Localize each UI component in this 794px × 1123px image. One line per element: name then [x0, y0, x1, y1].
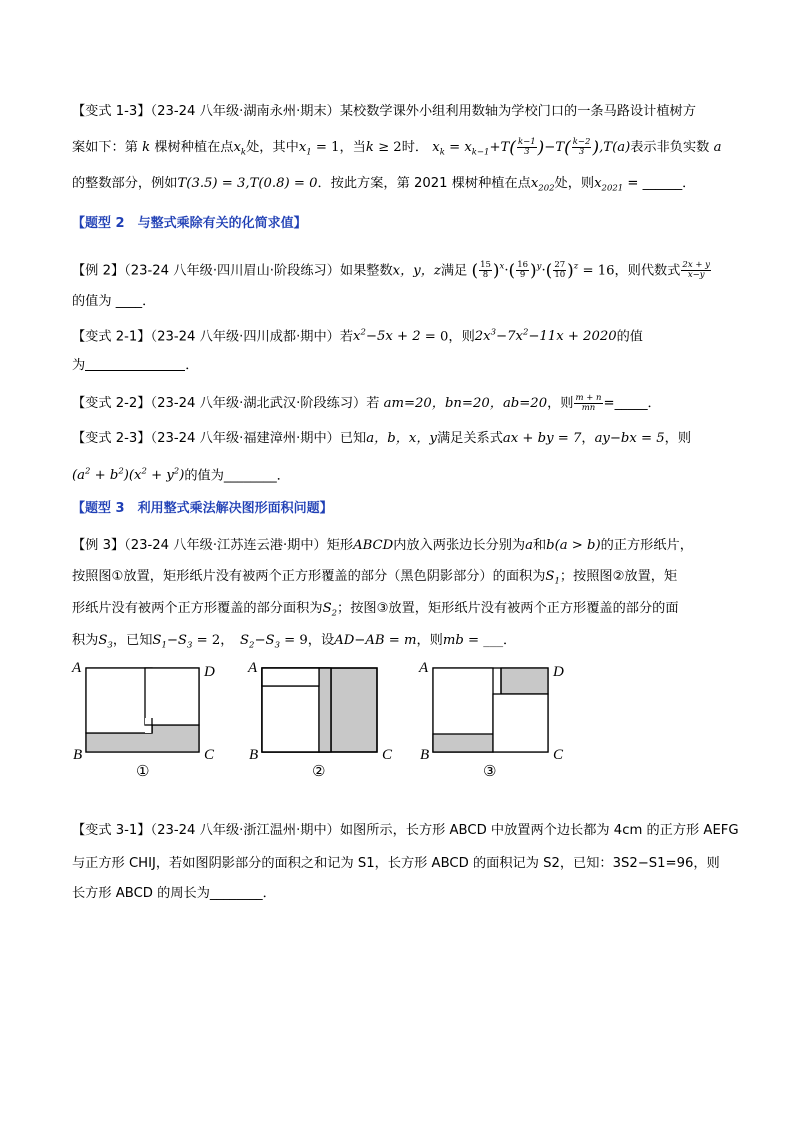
v31-line-2: 与正方形 CHIJ，若如图阴影部分的面积之和记为 S1，长方形 ABCD 的面积记为 S2，已知：3S2−S1=96，则 [72, 856, 720, 871]
v21-condition: $x^2-5x + 2$ [353, 328, 421, 345]
fig1-caption: ① [136, 762, 150, 780]
section-heading-3: 【题型 3 利用整式乘法解决图形面积问题】 [72, 501, 333, 516]
v23-line-2: $(a^2 + b^2)(x^2 + y^2)$的值为________． [72, 467, 290, 484]
section-heading-2: 【题型 2 与整式乘除有关的化简求值】 [72, 216, 307, 231]
v22-line: 【变式 2-2】（23-24 八年级·湖北武汉·阶段练习）若 am=20，bn=20，ab=20，则 $\frac{m + n}{mn}$ =_____． [72, 392, 661, 413]
v31-label: 【变式 3-1】 [72, 823, 151, 838]
fig3-caption: ③ [483, 762, 497, 780]
v23-line-1: 【变式 2-3】（23-24 八年级·福建漳州·期中）已知a，b，x，y满足关系式ax + by = 7，ay−bx = 5，则 [72, 431, 692, 446]
v13-label: 【变式 1-3】 [72, 104, 151, 119]
v31-line-1: 【变式 3-1】（23-24 八年级·浙江温州·期中）如图所示，长方形 ABCD 中放置两个边长都为 4cm 的正方形 AEFG [72, 823, 739, 838]
v22-label: 【变式 2-2】 [72, 396, 151, 411]
fig2-caption: ② [312, 762, 326, 780]
fig3-label-a: A [419, 660, 429, 676]
fig1-square-b [145, 668, 199, 725]
e2-line-1: 【例 2】（23-24 八年级·四川眉山·阶段练习）如果整数x，y，z满足 ( $\frac{15}{8}$ )$^x$·( $\frac{16}{9}$ )$^y$·( $\frac{27}{10}$ )$^z$ = 16，则代数式 $\frac{2x + y}{x-y}$ [72, 259, 710, 282]
v22-fraction: $\frac{m + n}{mn}$ [575, 392, 602, 413]
fig1-square-a [86, 668, 152, 733]
v31-line-3: 长方形 ABCD 的周长为________． [72, 886, 276, 901]
e3-line-2: 按照图①放置，矩形纸片没有被两个正方形覆盖的部分（黑色阴影部分）的面积为$S_1$；按照图②放置，矩 [72, 569, 678, 587]
e3-line-3: 形纸片没有被两个正方形覆盖的部分面积为$S_2$；按图③放置，矩形纸片没有被两个正方形覆盖的部分的面 [72, 601, 679, 619]
fig1-label-c: C [204, 747, 215, 763]
e3-line-1: 【例 3】（23-24 八年级·江苏连云港·期中）矩形ABCD内放入两张边长分别为a和b(a > b)的正方形纸片， [72, 538, 693, 553]
v21-label: 【变式 2-1】 [72, 329, 151, 345]
v13-line-1: 【变式 1-3】（23-24 八年级·湖南永州·期末）某校数学课外小组利用数轴为学校门口的一条马路设计植树方 [72, 104, 696, 119]
figure-3 [417, 658, 577, 783]
v21-expression: $2x^3-7x^2-11x + 2020$ [474, 328, 617, 345]
v21-line-1: 【变式 2-1】（23-24 八年级·四川成都·期中）若$x^2-5x + 2 = 0$，则$2x^3-7x^2-11x + 2020$的值 [72, 328, 643, 345]
fig3-label-b: B [420, 747, 430, 763]
fig2-label-a: A [248, 660, 258, 676]
e2-line-2: 的值为 ____． [72, 294, 156, 309]
b-condition: b(a > b) [546, 538, 601, 553]
v13-line-3: 的整数部分，例如T(3.5) = 3,T(0.8) = 0．按此方案，第 2021 棵树种植在点$x_{202}$处，则$x_{2021}$ = ______． [72, 176, 696, 194]
v23-expression: $(a^2 + b^2)(x^2 + y^2)$ [72, 467, 185, 484]
fig1-label-d: D [204, 664, 215, 680]
recurrence-formula: $x_k = x_{k-1}+T$( $\frac{k-1}{3}$ )−T( $\frac{k-2}{3}$ ),T(a) [432, 137, 631, 158]
figure-2 [246, 658, 406, 783]
fig3-label-d: D [553, 664, 564, 680]
answer-blank[interactable] [85, 356, 185, 371]
exponent-equation: ( $\frac{15}{8}$ )$^x$·( $\frac{16}{9}$ )$^y$·( $\frac{27}{10}$ )$^z$ [471, 260, 579, 282]
v13-source: （23-24 八年级·湖南永州·期末） [150, 104, 340, 119]
e3-label: 【例 3】 [72, 538, 125, 553]
fig3-label-c: C [553, 747, 564, 763]
x-k: $x_k$ [233, 140, 247, 158]
expression-fraction: $\frac{2x + y}{x-y}$ [682, 259, 710, 280]
fig1-label-a: A [72, 660, 82, 676]
e2-label: 【例 2】 [72, 263, 125, 279]
v13-line-2: 案如下：第 k 棵树种植在点$x_k$处，其中$x_1 = 1$，当k ≥ 2时． $x_k = x_{k-1}+T$( $\frac{k-1}{3}$ )−T( $\frac{k-2}{3}$ ),T(a)表示非负实数 a [72, 137, 722, 158]
v21-line-2: 为 ． [72, 358, 199, 373]
fig2-label-b: B [249, 747, 259, 763]
v23-label: 【变式 2-3】 [72, 431, 151, 446]
fig3-shaded-top [501, 668, 548, 694]
fig1-label-b: B [73, 747, 83, 763]
figure-1 [70, 658, 230, 783]
fig3-shaded-bottom [433, 734, 493, 752]
e3-line-4: 积为$S_3$，已知$S_1-S_3 = 2$， $S_2-S_3 = 9$，设AD−AB = m，则mb = ___． [72, 633, 517, 651]
fig3-square-b [493, 694, 548, 752]
fig2-label-c: C [382, 747, 393, 763]
